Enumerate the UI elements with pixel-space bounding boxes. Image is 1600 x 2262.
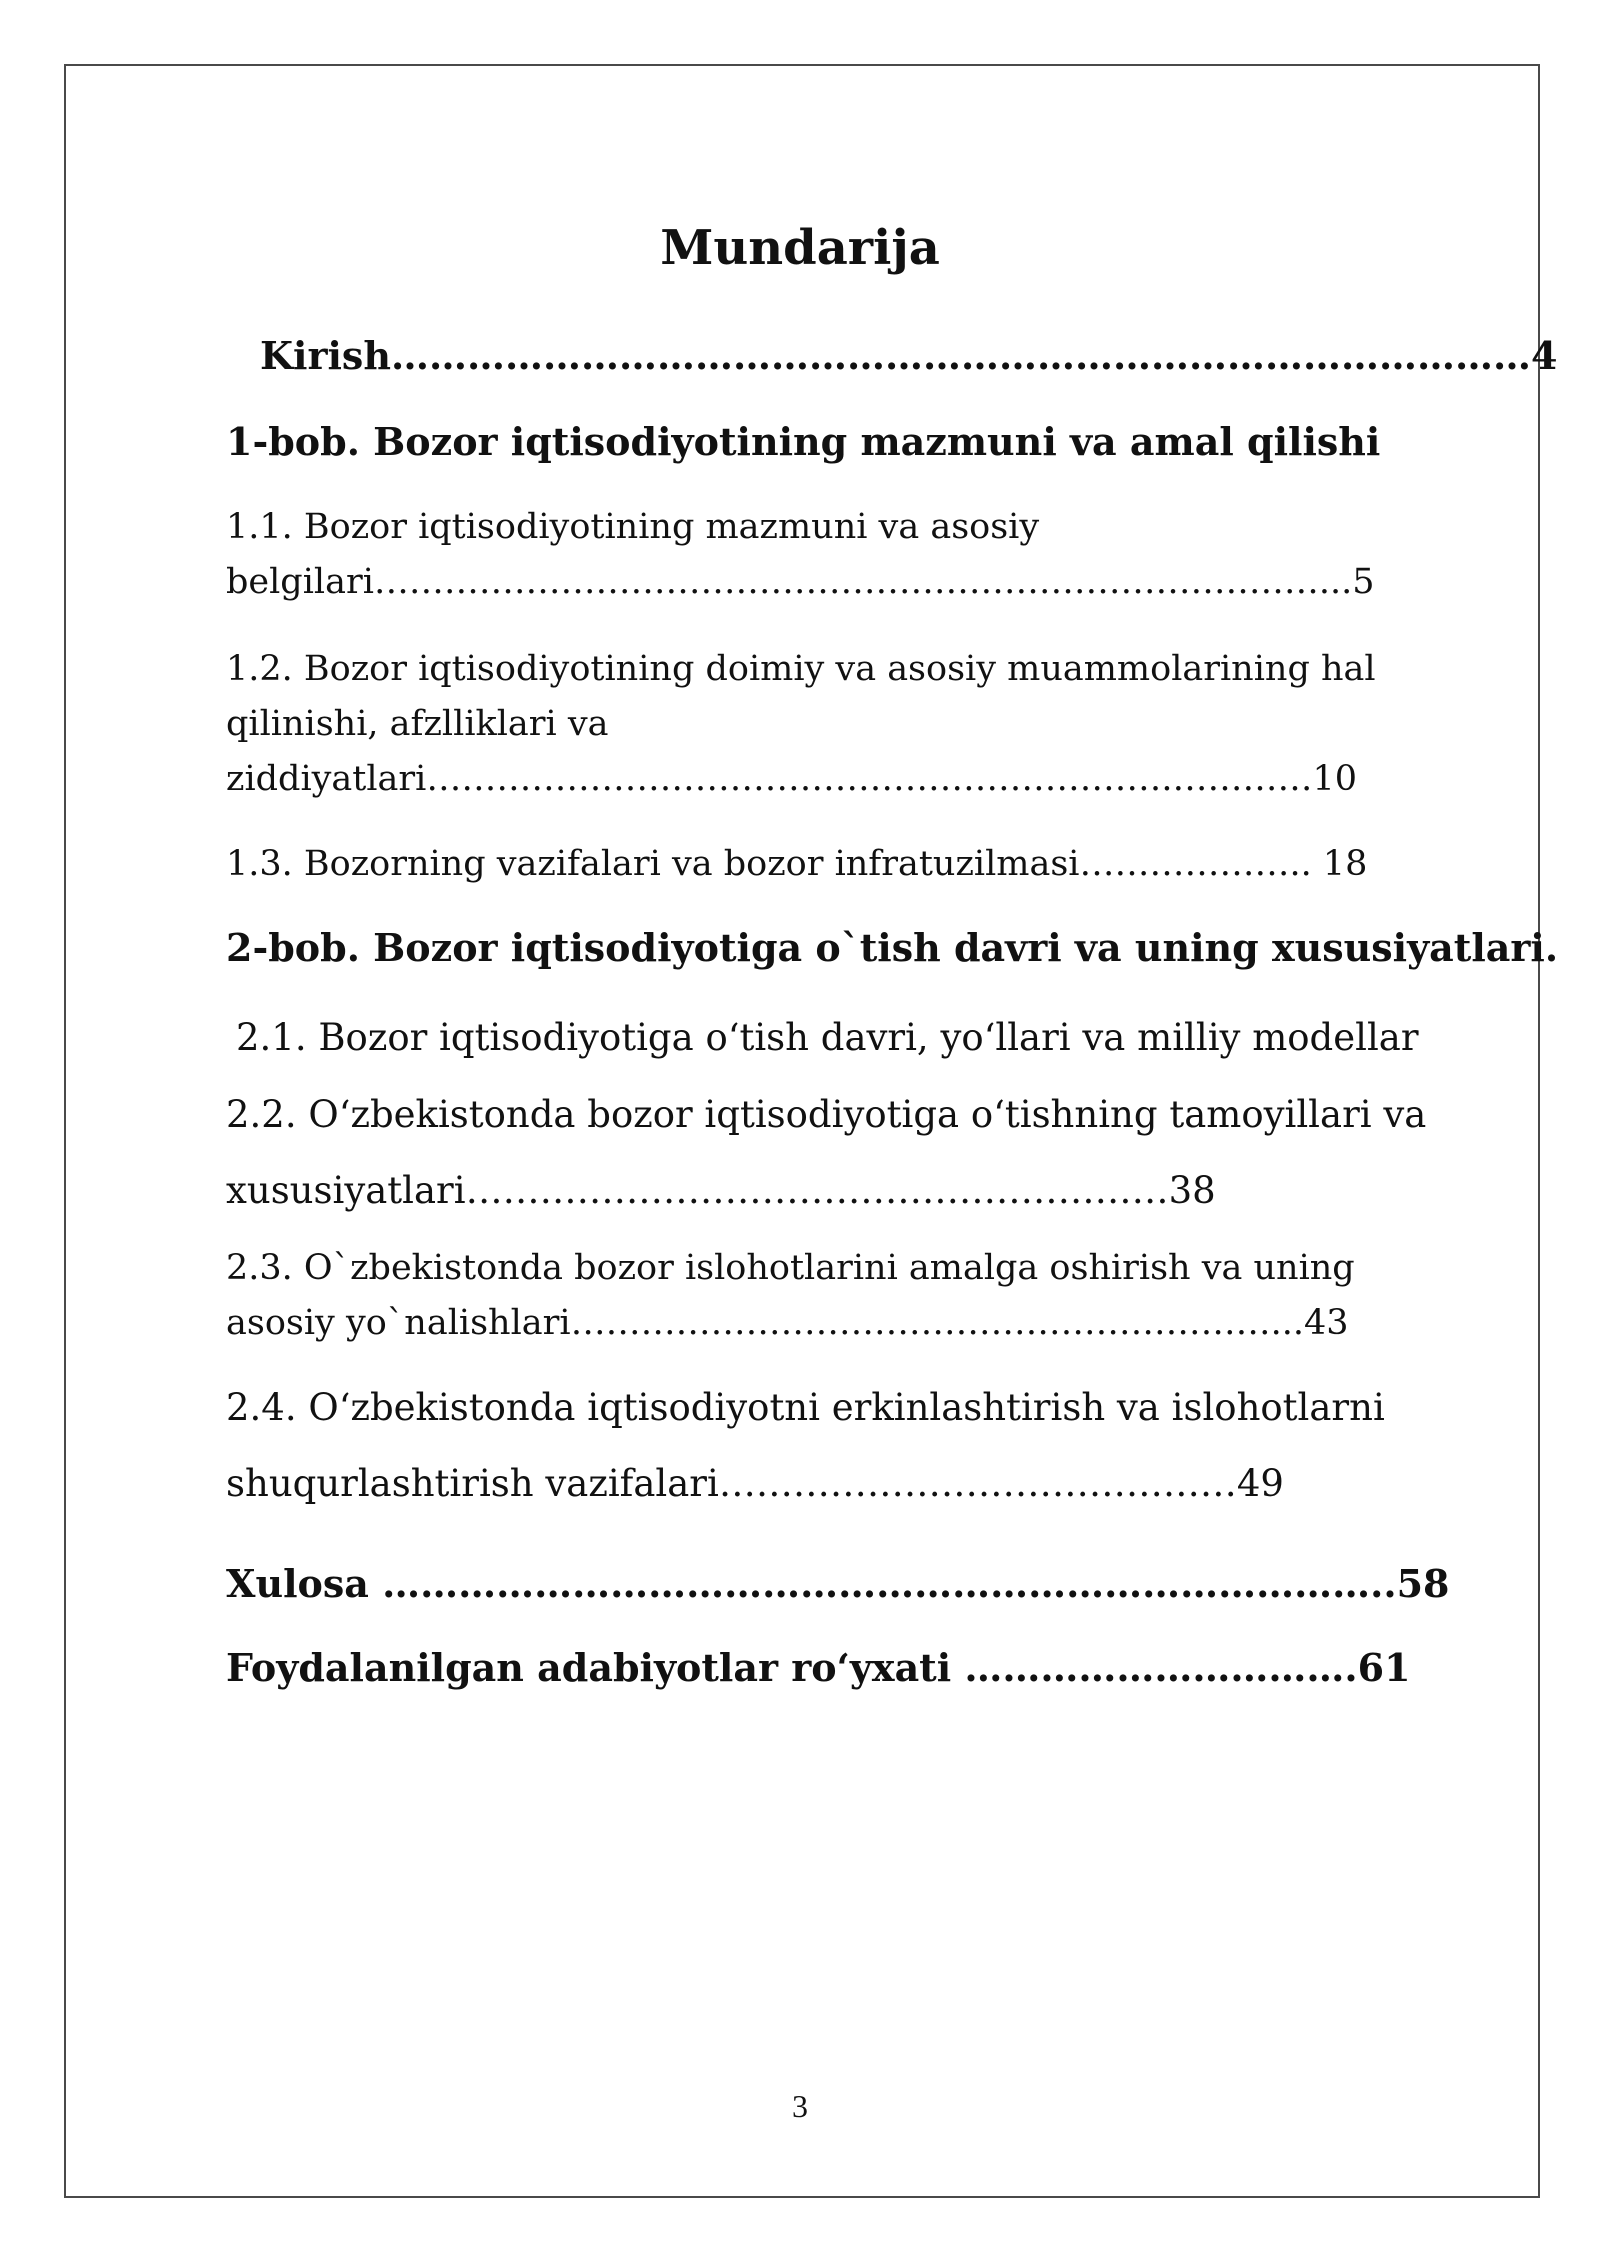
toc-entry-1-1-line-2: belgilari………………………………………………………………………...5 bbox=[226, 562, 1375, 602]
toc-entry-2-1: 2.1. Bozor iqtisodiyotiga o‘tish davri, yo‘llari va milliy modellar bbox=[236, 1016, 1419, 1059]
toc-entry-2-4-line-1: 2.4. O‘zbekistonda iqtisodiyotni erkinlashtirish va islohotlarni bbox=[226, 1386, 1385, 1429]
toc-entry-1-3: 1.3. Bozorning vazifalari va bozor infratuzilmasi……………….. 18 bbox=[226, 844, 1368, 884]
toc-entry-2-3-line-1: 2.3. O`zbekistonda bozor islohotlarini amalga oshirish va uning bbox=[226, 1248, 1355, 1288]
toc-entry-1-2-line-3: ziddiyatlari……………………………………………………….…………10 bbox=[226, 759, 1357, 799]
toc-entry-2-2-line-1: 2.2. O‘zbekistonda bozor iqtisodiyotiga o‘tishning tamoyillari va bbox=[226, 1093, 1427, 1136]
toc-entry-2-3-line-2: asosiy yo`nalishlari……………………………………………………...43 bbox=[226, 1303, 1349, 1343]
toc-entry-1-2-line-1: 1.2. Bozor iqtisodiyotining doimiy va asosiy muammolarining hal bbox=[226, 649, 1376, 689]
toc-entry-2-4-line-2: shuqurlashtirish vazifalari……………………………………49 bbox=[226, 1462, 1284, 1505]
page-number: 3 bbox=[792, 2088, 808, 2124]
toc-entry-2-2-line-2: xususiyatlari…………………………………………………38 bbox=[226, 1169, 1216, 1212]
toc-entry-1-2-line-2: qilinishi, afzlliklari va bbox=[226, 704, 609, 744]
toc-entry-intro: Kirish………………………………………………………………………………4 bbox=[260, 333, 1558, 378]
toc-chapter-1-heading: 1-bob. Bozor iqtisodiyotining mazmuni va amal qilishi bbox=[226, 419, 1381, 464]
toc-entry-conclusion: Xulosa ……………………………………………………………………..58 bbox=[226, 1561, 1450, 1606]
page-title: Mundarija bbox=[660, 220, 940, 276]
toc-entry-1-1-line-1: 1.1. Bozor iqtisodiyotining mazmuni va asosiy bbox=[226, 507, 1040, 547]
toc-chapter-2-heading: 2-bob. Bozor iqtisodiyotiga o`tish davri va uning xususiyatlari. bbox=[226, 925, 1559, 970]
toc-entry-references: Foydalanilgan adabiyotlar ro‘yxati ………………………….61 bbox=[226, 1645, 1411, 1690]
